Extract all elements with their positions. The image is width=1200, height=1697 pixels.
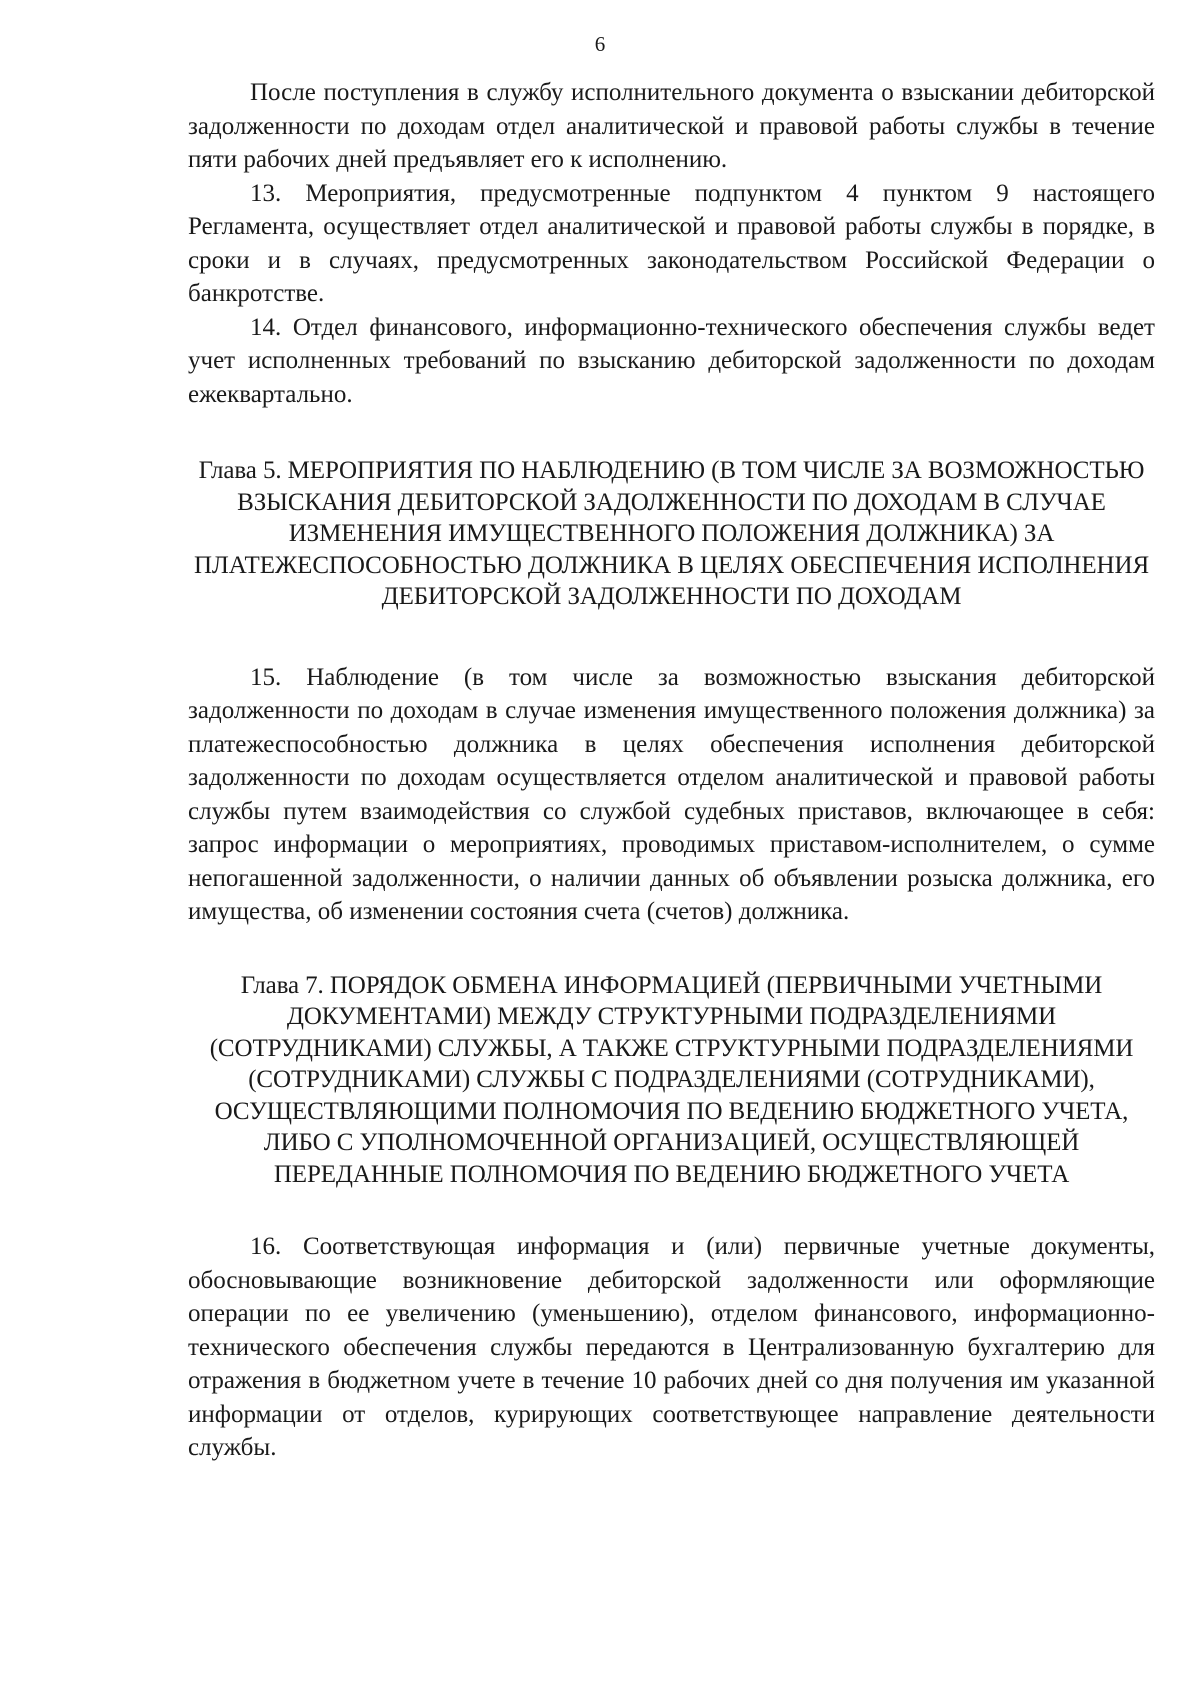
chapter-7-heading: Глава 7. ПОРЯДОК ОБМЕНА ИНФОРМАЦИЕЙ (ПЕРВИЧНЫМИ УЧЕТНЫМИ ДОКУМЕНТАМИ) МЕЖДУ СТРУКТУРНЫМИ ПОДРАЗДЕЛЕНИЯМИ (СОТРУДНИКАМИ) СЛУЖБЫ, А ТАКЖЕ СТРУКТУРНЫМИ ПОДРАЗДЕЛЕНИЯМИ (СОТРУДНИКАМИ) СЛУЖБЫ С ПОДРАЗДЕЛЕНИЯМИ (СОТРУДНИКАМИ), ОСУЩЕСТВЛЯЮЩИМИ ПОЛНОМОЧИЯ ПО ВЕДЕНИЮ БЮДЖЕТНОГО УЧЕТА, ЛИБО С УПОЛНОМОЧЕННОЙ ОРГАНИЗАЦИЕЙ, ОСУЩЕСТВЛЯЮЩЕЙ ПЕРЕДАННЫЕ ПОЛНОМОЧИЯ ПО ВЕДЕНИЮ БЮДЖЕТНОГО УЧЕТА bbox=[209, 971, 1134, 1188]
paragraph-13: 13. Мероприятия, предусмотренные подпунктом 4 пунктом 9 настоящего Регламента, осуществляет отдел аналитической и правовой работы службы в порядке, в сроки и в случаях, предусмотренных законодательством Российской Федерации о банкротстве. bbox=[188, 179, 1155, 307]
paragraph-continuation: После поступления в службу исполнительного документа о взыскании дебиторской задолженности по доходам отдел аналитической и правовой работы службы в течение пяти рабочих дней предъявляет его к исполнению. bbox=[188, 79, 1155, 173]
page-number: 6 bbox=[594, 32, 606, 56]
paragraph-14: 14. Отдел финансового, информационно-технического обеспечения службы ведет учет исполненных требований по взысканию дебиторской задолженности по доходам ежеквартально. bbox=[188, 313, 1155, 408]
page-content bbox=[188, 76, 1155, 1465]
paragraph-15: 15. Наблюдение (в том числе за возможностью взыскания дебиторской задолженности по доходам в случае изменения имущественного положения должника) за платежеспособностью должника в целях обеспечения исполнения дебиторской задолженности по доходам осуществляется отделом аналитической и правовой работы службы путем взаимодействия со службой судебных приставов, включающее в себя: запрос информации о мероприятиях, проводимых приставом-исполнителем, о сумме непогашенной задолженности, о наличии данных об объявлении розыска должника, его имущества, об изменении состояния счета (счетов) должника. bbox=[188, 663, 1155, 925]
paragraph-16: 16. Соответствующая информация и (или) первичные учетные документы, обосновывающие возникновение дебиторской задолженности или оформляющие операции по ее увеличению (уменьшению), отделом финансового, информационно-технического обеспечения службы передаются в Централизованную бухгалтерию для отражения в бюджетном учете в течение 10 рабочих дней со дня получения им указанной информации от отделов, курирующих соответствующее направление деятельности службы. bbox=[188, 1233, 1155, 1461]
chapter-5-heading: Глава 5. МЕРОПРИЯТИЯ ПО НАБЛЮДЕНИЮ (В ТОМ ЧИСЛЕ ЗА ВОЗМОЖНОСТЬЮ ВЗЫСКАНИЯ ДЕБИТОРСКОЙ ЗАДОЛЖЕННОСТИ ПО ДОХОДАМ В СЛУЧАЕ ИЗМЕНЕНИЯ ИМУЩЕСТВЕННОГО ПОЛОЖЕНИЯ ДОЛЖНИКА) ЗА ПЛАТЕЖЕСПОСОБНОСТЬЮ ДОЛЖНИКА В ЦЕЛЯХ ОБЕСПЕЧЕНИЯ ИСПОЛНЕНИЯ ДЕБИТОРСКОЙ ЗАДОЛЖЕННОСТИ ПО ДОХОДАМ bbox=[193, 457, 1150, 610]
